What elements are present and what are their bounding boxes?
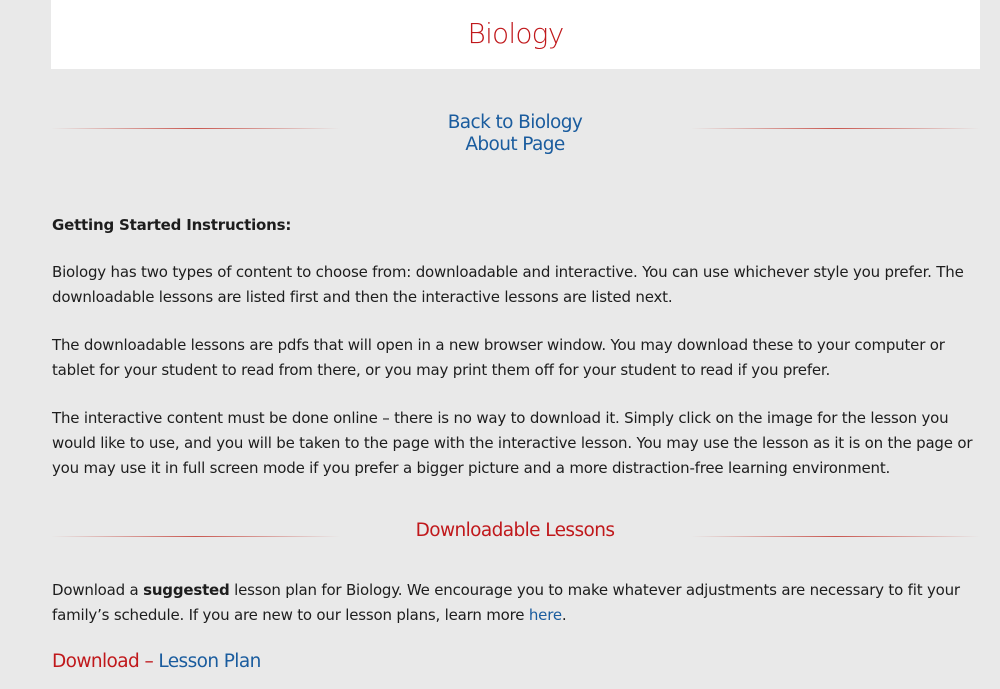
divider-right-downloadable: [691, 536, 980, 537]
instructions-paragraph-2: The downloadable lessons are pdfs that will open in a new browser window. You may download these to your computer or tablet for your student to read from there, or you may print them off for your student to read if you prefer.: [52, 336, 945, 379]
intro-bold-suggested: suggested: [143, 581, 230, 599]
download-lesson-plan-row: [52, 650, 261, 674]
page-header: [51, 0, 980, 69]
instructions-heading: Getting Started Instructions:: [52, 216, 292, 234]
intro-text-start: Download a: [52, 581, 144, 599]
back-to-biology-link[interactable]: [340, 112, 690, 156]
lesson-plan-link[interactable]: Lesson Plan: [158, 651, 261, 672]
learn-more-here-link[interactable]: here: [528, 606, 562, 624]
back-link-line1: Back to Biology: [447, 112, 583, 133]
lesson-plan-intro: [52, 578, 982, 628]
intro-text-end: .: [561, 606, 567, 624]
downloadable-lessons-heading: Downloadable Lessons: [415, 520, 615, 541]
divider-left-downloadable: [51, 536, 340, 537]
page-title: Biology: [467, 17, 564, 50]
download-prefix: Download –: [52, 651, 159, 672]
back-link-line2: About Page: [465, 134, 565, 155]
intro-text-middle: lesson plan for Biology. We encourage you to make whatever adjustments are necessary to fit your family’s schedule. If you are new to our lesson plans, learn more: [52, 581, 960, 624]
divider-left-top: [51, 128, 340, 129]
divider-right-top: [691, 128, 980, 129]
instructions-paragraph-1: Biology has two types of content to choose from: downloadable and interactive. You can use whichever style you prefer. The downloadable lessons are listed first and then the interactive lessons are listed next.: [52, 263, 964, 306]
instructions-paragraph-3: The interactive content must be done online – there is no way to download it. Simply click on the image for the lesson you would like to use, and you will be taken to the page with the interactive lesson. You may use the lesson as it is on the page or you may use it in full screen mode if you prefer a bigger picture and a more distraction-free learning environment.: [52, 409, 973, 477]
